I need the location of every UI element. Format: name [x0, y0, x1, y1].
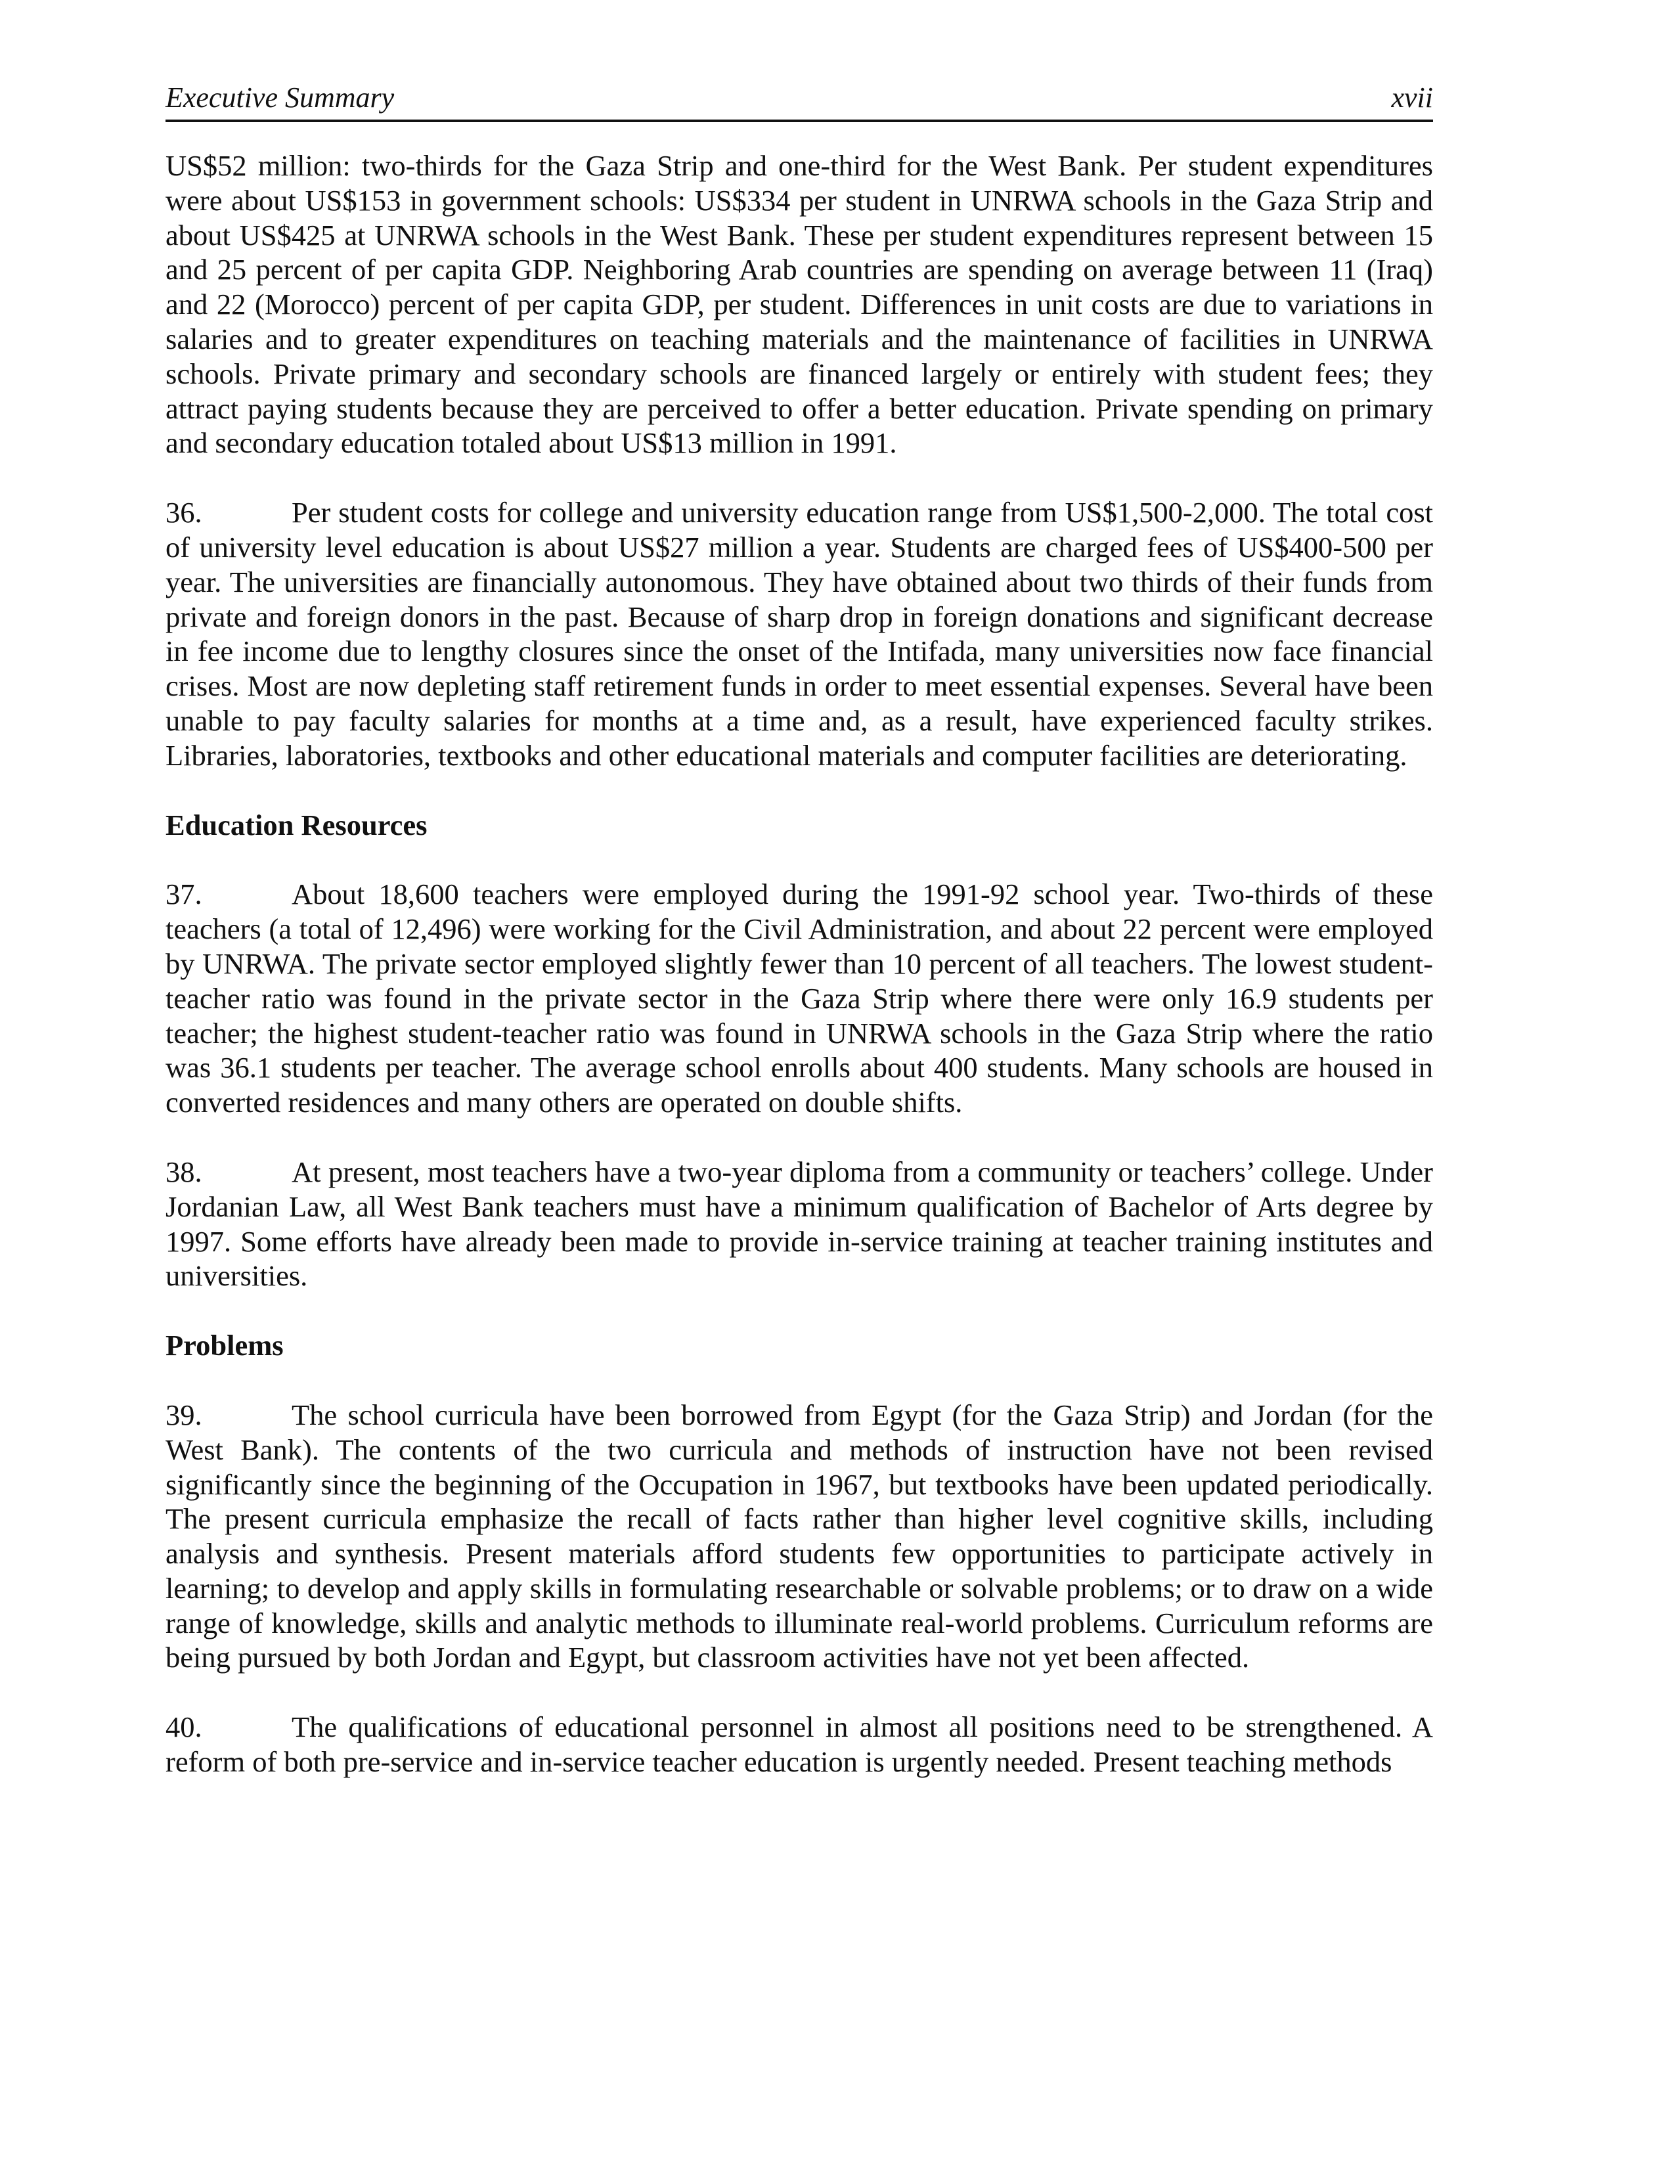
page-number: xvii — [1391, 81, 1433, 114]
paragraph-text: Per student costs for college and university education range from US$1,500-2,000. The total cost of university level education is about US$27 million a year. Students are charged fees of US$400-500 per year. The universities are financially autonomous. They have obtained about two thirds of their funds from private and foreign donors in the past. Because of sharp drop in foreign donations and significant decrease in fee income due to lengthy closures since the onset of the Intifada, many universities now face financial crises. Most are now depleting staff retirement funds in order to meet essential expenses. Several have been unable to pay faculty salaries for months at a time and, as a result, have experienced faculty strikes. Libraries, laboratories, textbooks and other educational materials and computer facilities are deteriorating. — [166, 496, 1433, 772]
paragraph-36 — [166, 495, 1433, 772]
document-page — [166, 78, 1433, 1814]
paragraph-37 — [166, 877, 1433, 1120]
paragraph-text: The qualifications of educational personnel in almost all positions need to be strengthened. A reform of both pre-service and in-service teacher education is urgently needed. Present teaching methods — [166, 1710, 1433, 1779]
paragraph-number: 40. — [166, 1710, 202, 1744]
section-title: Executive Summary — [166, 81, 395, 114]
paragraph-text: The school curricula have been borrowed from Egypt (for the Gaza Strip) and Jordan (for the West Bank). The contents of the two curricula and methods of instruction have not been revised significantly since the beginning of the Occupation in 1967, but textbooks have been updated periodically. The present curricula emphasize the recall of facts rather than higher level cognitive skills, including analysis and synthesis. Present materials afford students few opportunities to participate actively in learning; to develop and apply skills in formulating researchable or solvable problems; or to draw on a wide range of knowledge, skills and analytic methods to illuminate real-world problems. Curriculum reforms are being pursued by both Jordan and Egypt, but classroom activities have not yet been affected. — [166, 1398, 1433, 1674]
paragraph-39 — [166, 1398, 1433, 1675]
paragraph-38 — [166, 1155, 1433, 1293]
paragraph-number: 37. — [166, 878, 202, 911]
paragraph-text: At present, most teachers have a two-year diploma from a community or teachers’ college. Under Jordanian Law, all West Bank teachers must have a minimum qualification of Bachelor of Arts degree by 1997. Some efforts have already been made to provide in-service training at teacher training institutes and universities. — [166, 1155, 1433, 1293]
paragraph-text: About 18,600 teachers were employed during the 1991-92 school year. Two-thirds of these teachers (a total of 12,496) were working for the Civil Administration, and about 22 percent were employed by UNRWA. The private sector employed slightly fewer than 10 percent of all teachers. The lowest student-teacher ratio was found in the private sector in the Gaza Strip where there were only 16.9 students per teacher; the highest student-teacher ratio was found in UNRWA schools in the Gaza Strip where the ratio was 36.1 students per teacher. The average school enrolls about 400 students. Many schools are housed in converted residences and many others are operated on double shifts. — [166, 878, 1433, 1119]
paragraph-number: 38. — [166, 1155, 202, 1188]
paragraph-number: 36. — [166, 496, 202, 529]
document-body — [166, 148, 1433, 1779]
running-header — [166, 78, 1433, 122]
heading-education-resources: Education Resources — [166, 808, 428, 841]
paragraph-40 — [166, 1710, 1433, 1779]
heading-problems: Problems — [166, 1329, 284, 1362]
paragraph-number: 39. — [166, 1398, 202, 1431]
paragraph-35-continued: US$52 million: two-thirds for the Gaza Strip and one-third for the West Bank. Per student expenditures were about US$153 in government schools: US$334 per student in UNRWA schools in the Gaza Strip and about US$425 at UNRWA schools in the West Bank. These per student expenditures represent between 15 and 25 percent of per capita GDP. Neighboring Arab countries are spending on average between 11 (Iraq) and 22 (Morocco) percent of per capita GDP, per student. Differences in unit costs are due to variations in salaries and to greater expenditures on teaching materials and the maintenance of facilities in UNRWA schools. Private primary and secondary schools are financed largely or entirely with student fees; they attract paying students because they are perceived to offer a better education. Private spending on primary and secondary education totaled about US$13 million in 1991. — [166, 149, 1433, 460]
